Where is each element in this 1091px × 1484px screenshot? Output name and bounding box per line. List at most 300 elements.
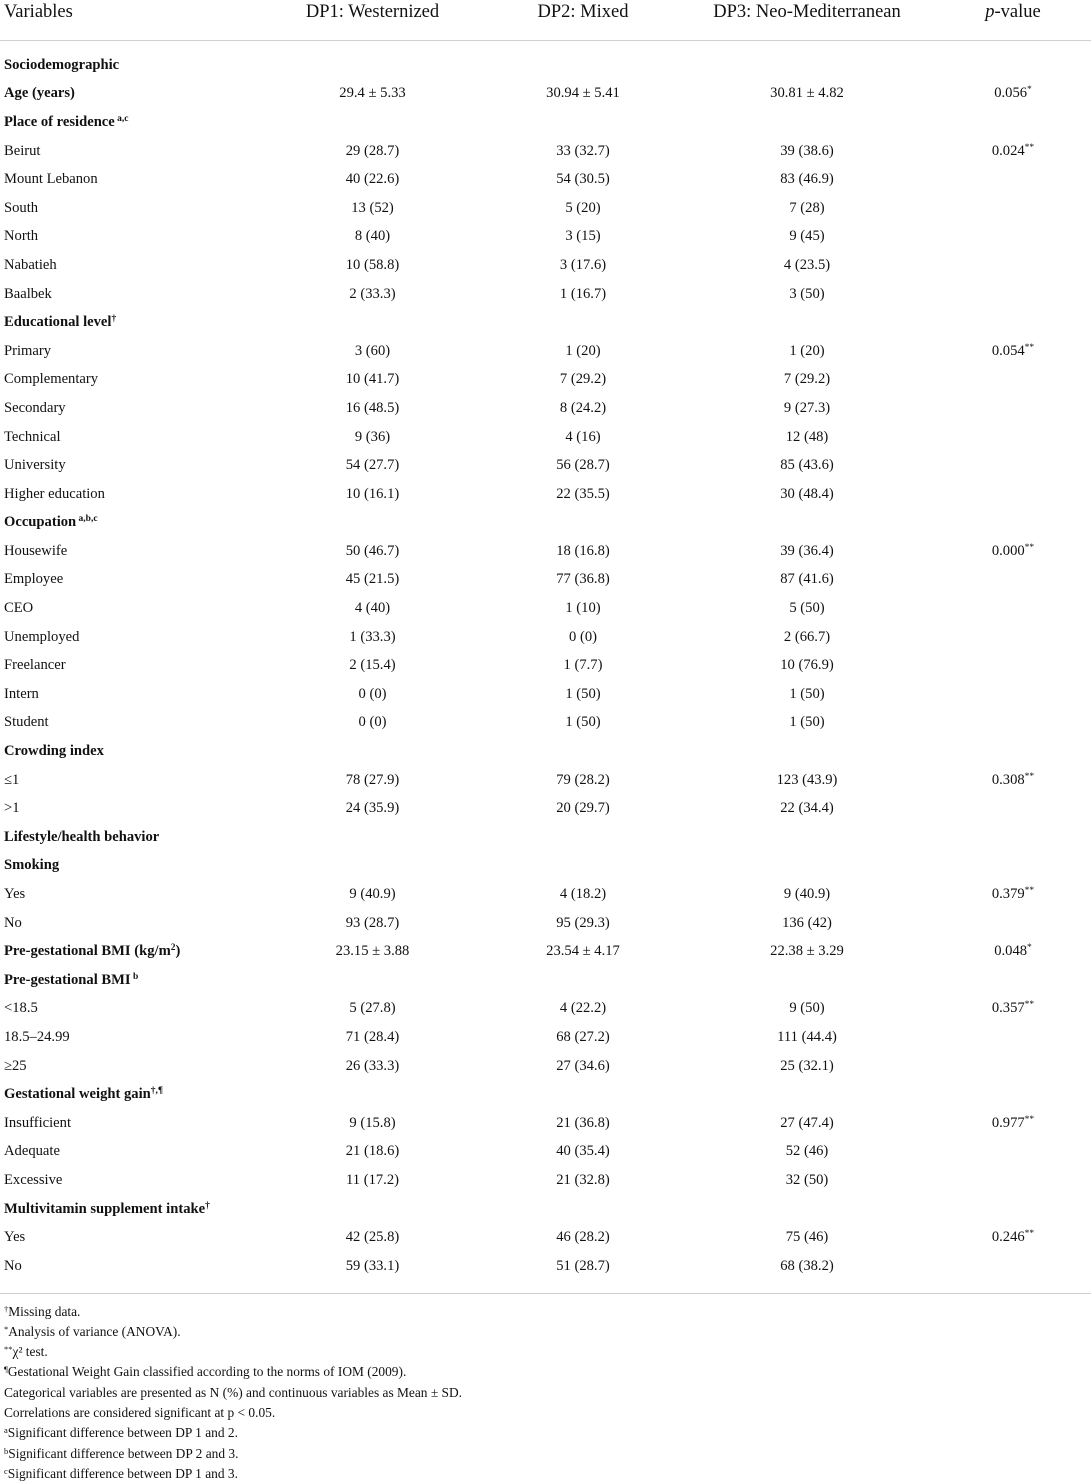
- cell-dp2: [487, 108, 679, 137]
- cell-dp1: [258, 852, 487, 881]
- cell-p-value: [935, 937, 1091, 966]
- table-row: [0, 852, 1091, 881]
- row-label-text: Complementary: [4, 371, 99, 388]
- footnote: [4, 1362, 1091, 1382]
- row-label: [0, 623, 258, 652]
- table-row: [0, 451, 1091, 480]
- cell-dp1: 3 (60): [354, 342, 391, 359]
- cell-dp2: [487, 966, 679, 995]
- cell-p-value: [935, 337, 1091, 366]
- row-label-text: North: [4, 228, 39, 245]
- table-row: [0, 566, 1091, 595]
- cell-p-value: [935, 165, 1091, 194]
- row-label: [0, 108, 258, 137]
- row-label: [0, 251, 258, 280]
- row-label-text: Age (years): [4, 85, 75, 102]
- cell-p-value: [935, 623, 1091, 652]
- cell-dp2: 5 (20): [565, 199, 601, 216]
- cell-dp2: 27 (34.6): [556, 1057, 610, 1074]
- cell-dp3: [679, 509, 935, 538]
- p-value-marker: **: [1024, 142, 1035, 153]
- cell-dp2: 1 (10): [565, 600, 601, 617]
- row-label: [0, 194, 258, 223]
- cell-dp2: [487, 737, 679, 766]
- p-value-marker: **: [1024, 1114, 1035, 1125]
- cell-dp2: [487, 1195, 679, 1224]
- cell-dp3: [679, 1080, 935, 1109]
- cell-dp1: 8 (40): [354, 228, 391, 245]
- cell-dp3: 7 (28): [789, 199, 825, 216]
- cell-dp1: 9 (40.9): [349, 886, 396, 903]
- row-label: [0, 366, 258, 395]
- table-row: [0, 680, 1091, 709]
- cell-p-value: [935, 1223, 1091, 1252]
- table-row: [0, 1109, 1091, 1138]
- cell-p-value: [935, 80, 1091, 109]
- header-p-value: p-value: [985, 2, 1041, 22]
- table-row: [0, 1166, 1091, 1195]
- row-label: [0, 41, 258, 80]
- cell-dp3: 25 (32.1): [780, 1057, 834, 1074]
- row-label: [0, 1223, 258, 1252]
- cell-dp2: 1 (20): [565, 342, 601, 359]
- table-row: [0, 480, 1091, 509]
- cell-dp2: 77 (36.8): [556, 571, 610, 588]
- row-label-text: Secondary: [4, 399, 66, 416]
- row-label: [0, 165, 258, 194]
- table-row: [0, 280, 1091, 309]
- table-row: [0, 737, 1091, 766]
- cell-dp3: 9 (45): [789, 228, 825, 245]
- cell-p-value: [935, 766, 1091, 795]
- cell-p-value: [935, 280, 1091, 309]
- cell-dp3: 87 (41.6): [780, 571, 834, 588]
- cell-p-value: [935, 966, 1091, 995]
- footnote-marker: †: [4, 1303, 9, 1314]
- table-row: [0, 995, 1091, 1024]
- row-label-text: Higher education: [4, 485, 105, 502]
- cell-dp1: [258, 966, 487, 995]
- footnote-marker: a: [4, 1425, 8, 1436]
- cell-dp3: 5 (50): [789, 600, 825, 617]
- table-row: [0, 794, 1091, 823]
- cell-dp2: 3 (17.6): [559, 256, 607, 273]
- row-label-superscript: b: [130, 971, 139, 982]
- p-value-marker: **: [1024, 771, 1035, 782]
- table-row: [0, 394, 1091, 423]
- cell-p-value: [935, 651, 1091, 680]
- footnote: [4, 1302, 1091, 1322]
- footnote-text: Categorical variables are presented as N (%) and continuous variables as Mean ± SD.: [4, 1384, 463, 1400]
- row-label: [0, 1252, 258, 1281]
- row-label-text: Employee: [4, 571, 64, 588]
- cell-dp2: 56 (28.7): [556, 457, 610, 474]
- table-row: [0, 537, 1091, 566]
- cell-dp1: 10 (16.1): [345, 485, 400, 502]
- cell-dp2: 51 (28.7): [556, 1257, 610, 1274]
- row-label-suffix: ): [175, 943, 181, 960]
- cell-dp1: 2 (33.3): [349, 285, 396, 302]
- row-label: [0, 680, 258, 709]
- table-row: [0, 709, 1091, 738]
- row-label: [0, 1166, 258, 1195]
- row-label-text: Educational level: [4, 314, 112, 331]
- row-label: [0, 1138, 258, 1167]
- cell-dp1: 10 (58.8): [345, 256, 400, 273]
- cell-dp3: [679, 737, 935, 766]
- footnote-text: χ² test.: [12, 1344, 48, 1360]
- cell-dp1: [258, 737, 487, 766]
- row-label: [0, 995, 258, 1024]
- p-value-text: 0.246: [991, 1229, 1025, 1246]
- table-row: [0, 1252, 1091, 1281]
- cell-p-value: [935, 794, 1091, 823]
- cell-dp1: 9 (36): [354, 428, 391, 445]
- cell-dp1: 23.15 ± 3.88: [335, 943, 410, 960]
- cell-dp1: 29 (28.7): [345, 142, 400, 159]
- cell-dp1: [258, 509, 487, 538]
- table-row: [0, 1223, 1091, 1252]
- cell-dp1: 16 (48.5): [345, 399, 400, 416]
- cell-dp3: [679, 108, 935, 137]
- cell-dp3: 85 (43.6): [780, 457, 834, 474]
- row-label-text: Pre-gestational BMI (kg/m: [4, 943, 171, 960]
- row-label-text: Student: [4, 714, 49, 731]
- row-label-superscript: †: [205, 1200, 210, 1211]
- cell-dp1: 9 (15.8): [349, 1114, 396, 1131]
- table-row: [0, 594, 1091, 623]
- cell-dp3: 22 (34.4): [780, 800, 834, 817]
- cell-p-value: [935, 194, 1091, 223]
- cell-dp2: [487, 823, 679, 852]
- cell-dp3: 22.38 ± 3.29: [770, 943, 844, 960]
- p-value-text: 0.000: [991, 542, 1025, 559]
- cell-p-value: [935, 108, 1091, 137]
- row-label: [0, 737, 258, 766]
- table-row: [0, 165, 1091, 194]
- cell-p-value: [935, 737, 1091, 766]
- cell-dp1: 2 (15.4): [349, 657, 396, 674]
- row-label: [0, 1023, 258, 1052]
- cell-p-value: [935, 1109, 1091, 1138]
- cell-p-value: [935, 852, 1091, 881]
- cell-dp3: 7 (29.2): [783, 371, 831, 388]
- cell-dp2: [487, 852, 679, 881]
- cell-dp3: 9 (40.9): [783, 886, 831, 903]
- cell-dp3: 68 (38.2): [780, 1257, 834, 1274]
- cell-dp3: 52 (46): [785, 1143, 829, 1160]
- row-label-text: <18.5: [4, 1000, 38, 1017]
- cell-dp1: [258, 308, 487, 337]
- table-row: [0, 423, 1091, 452]
- cell-p-value: [935, 566, 1091, 595]
- table-row: [0, 308, 1091, 337]
- table-row: [0, 1195, 1091, 1224]
- row-label: [0, 280, 258, 309]
- cell-dp3: 111 (44.4): [777, 1028, 837, 1045]
- row-label-text: Nabatieh: [4, 256, 57, 273]
- cell-dp1: [258, 41, 487, 80]
- footnote: [4, 1322, 1091, 1342]
- footnote: [4, 1464, 1091, 1484]
- footnote: [4, 1423, 1091, 1443]
- cell-p-value: [935, 223, 1091, 252]
- cell-dp3: 10 (76.9): [780, 657, 834, 674]
- cell-dp1: 11 (17.2): [346, 1171, 399, 1188]
- row-label: [0, 566, 258, 595]
- header-dp2: DP2: Mixed: [537, 2, 629, 22]
- cell-p-value: [935, 480, 1091, 509]
- p-value-text: 0.056: [994, 85, 1028, 102]
- cell-dp3: 136 (42): [782, 914, 832, 931]
- row-label-text: Sociodemographic: [4, 56, 120, 73]
- cell-dp2: 8 (24.2): [559, 399, 607, 416]
- cell-dp3: 39 (38.6): [780, 142, 834, 159]
- cell-p-value: [935, 680, 1091, 709]
- table-row: [0, 823, 1091, 852]
- row-label-text: Multivitamin supplement intake: [4, 1200, 206, 1217]
- cell-dp2: [487, 509, 679, 538]
- row-label-text: Intern: [4, 685, 39, 702]
- row-label: [0, 1109, 258, 1138]
- row-label-text: Adequate: [4, 1143, 60, 1160]
- cell-dp1: 45 (21.5): [345, 571, 400, 588]
- p-value-text: 0.048: [994, 943, 1028, 960]
- row-label: [0, 451, 258, 480]
- row-label: [0, 937, 258, 966]
- cell-dp3: 75 (46): [785, 1229, 829, 1246]
- row-label: [0, 594, 258, 623]
- table-row: [0, 251, 1091, 280]
- table-body: [0, 41, 1091, 1281]
- cell-dp2: 33 (32.7): [556, 142, 610, 159]
- row-label-text: South: [4, 199, 39, 216]
- p-value-text: 0.054: [991, 342, 1025, 359]
- cell-dp3: 4 (23.5): [783, 256, 831, 273]
- cell-dp3: 1 (50): [789, 685, 825, 702]
- p-value-text: 0.379: [991, 886, 1025, 903]
- table-row: [0, 509, 1091, 538]
- cell-dp2: 23.54 ± 4.17: [546, 943, 620, 960]
- cell-dp2: 1 (7.7): [563, 657, 603, 674]
- cell-dp3: 30 (48.4): [780, 485, 834, 502]
- row-label-text: Beirut: [4, 142, 41, 159]
- cell-dp1: 59 (33.1): [345, 1257, 400, 1274]
- row-label: [0, 394, 258, 423]
- row-label: [0, 537, 258, 566]
- cell-dp2: 22 (35.5): [556, 485, 610, 502]
- cell-dp2: 1 (50): [565, 685, 601, 702]
- cell-p-value: [935, 423, 1091, 452]
- cell-dp2: [487, 1080, 679, 1109]
- row-label: [0, 852, 258, 881]
- row-label-text: ≤1: [4, 771, 20, 788]
- row-label-superscript: †: [111, 314, 117, 325]
- row-label-superscript: 2: [170, 943, 176, 954]
- row-label-text: Housewife: [4, 542, 68, 559]
- p-value-marker: *: [1027, 943, 1032, 954]
- cell-dp2: 30.94 ± 5.41: [546, 85, 620, 102]
- cell-dp2: 7 (29.2): [559, 371, 607, 388]
- p-value-marker: **: [1024, 542, 1035, 553]
- table-row: [0, 651, 1091, 680]
- footnote-text: Gestational Weight Gain classified according to the norms of IOM (2009).: [7, 1364, 407, 1380]
- cell-dp2: 3 (15): [565, 228, 601, 245]
- row-label: [0, 423, 258, 452]
- cell-dp3: [679, 308, 935, 337]
- footnote: [4, 1383, 1091, 1403]
- cell-p-value: [935, 594, 1091, 623]
- p-value-text: 0.977: [991, 1114, 1025, 1131]
- cell-dp2: [487, 41, 679, 80]
- p-value-text: 0.308: [991, 771, 1025, 788]
- row-label: [0, 223, 258, 252]
- cell-dp2: 21 (32.8): [556, 1171, 610, 1188]
- cell-dp1: 13 (52): [351, 199, 394, 216]
- row-label-text: Occupation: [4, 514, 77, 531]
- row-label-text: Gestational weight gain: [4, 1086, 151, 1103]
- row-label: [0, 909, 258, 938]
- cell-p-value: [935, 823, 1091, 852]
- row-label-text: Technical: [4, 428, 61, 445]
- cell-dp2: 21 (36.8): [556, 1114, 610, 1131]
- cell-p-value: [935, 709, 1091, 738]
- row-label-text: No: [4, 914, 22, 931]
- cell-dp3: [679, 41, 935, 80]
- cell-dp1: 0 (0): [358, 685, 387, 702]
- table-row: [0, 909, 1091, 938]
- row-label: [0, 137, 258, 166]
- row-label: [0, 337, 258, 366]
- footnote-text: Significant difference between DP 2 and 3.: [8, 1445, 239, 1461]
- cell-dp2: 20 (29.7): [556, 800, 610, 817]
- cell-dp1: 78 (27.9): [345, 771, 400, 788]
- cell-p-value: [935, 251, 1091, 280]
- cell-dp1: 26 (33.3): [345, 1057, 400, 1074]
- table-row: [0, 966, 1091, 995]
- row-label-text: CEO: [4, 600, 34, 617]
- footnote-text: Significant difference between DP 1 and 3.: [7, 1465, 238, 1481]
- row-label-text: ≥25: [4, 1057, 27, 1074]
- table-row: [0, 937, 1091, 966]
- row-label-text: University: [4, 457, 66, 474]
- cell-dp1: 24 (35.9): [345, 800, 400, 817]
- cell-dp3: 123 (43.9): [776, 771, 838, 788]
- header-dp1: DP1: Westernized: [305, 2, 440, 22]
- cell-dp1: [258, 1080, 487, 1109]
- table-row: [0, 623, 1091, 652]
- cell-dp3: [679, 823, 935, 852]
- table-row: [0, 366, 1091, 395]
- footnote: [4, 1444, 1091, 1464]
- cell-dp1: 54 (27.7): [345, 457, 400, 474]
- cell-p-value: [935, 880, 1091, 909]
- cell-dp3: 83 (46.9): [780, 171, 834, 188]
- cell-dp3: 2 (66.7): [783, 628, 831, 645]
- cell-dp3: 1 (50): [789, 714, 825, 731]
- cell-p-value: [935, 1080, 1091, 1109]
- table-row: [0, 337, 1091, 366]
- row-label-superscript: a,b,c: [76, 514, 98, 525]
- cell-dp1: 42 (25.8): [345, 1229, 400, 1246]
- row-label-text: Yes: [4, 886, 26, 903]
- row-label-text: Mount Lebanon: [4, 171, 98, 188]
- footnote-text: Analysis of variance (ANOVA).: [8, 1323, 181, 1339]
- row-label-text: 18.5–24.99: [4, 1028, 70, 1045]
- cell-p-value: [935, 1166, 1091, 1195]
- cell-dp1: 29.4 ± 5.33: [339, 85, 406, 102]
- cell-p-value: [935, 1138, 1091, 1167]
- row-label: [0, 308, 258, 337]
- cell-dp1: 21 (18.6): [345, 1143, 400, 1160]
- cell-p-value: [935, 41, 1091, 80]
- p-value-marker: **: [1024, 1229, 1035, 1240]
- table-row: [0, 194, 1091, 223]
- footnote-marker: **: [4, 1344, 13, 1355]
- cell-p-value: [935, 366, 1091, 395]
- cell-dp3: 12 (48): [785, 428, 829, 445]
- cell-dp3: [679, 852, 935, 881]
- header-variables: Variables: [4, 2, 73, 22]
- cell-dp2: 79 (28.2): [556, 771, 610, 788]
- p-value-marker: **: [1024, 342, 1035, 353]
- cell-p-value: [935, 308, 1091, 337]
- cell-dp2: 46 (28.2): [556, 1229, 610, 1246]
- cell-dp1: 4 (40): [354, 600, 391, 617]
- footnote-text: Missing data.: [8, 1303, 81, 1319]
- row-label: [0, 509, 258, 538]
- table-row: [0, 1080, 1091, 1109]
- row-label-text: Smoking: [4, 857, 60, 874]
- cell-dp2: 54 (30.5): [556, 171, 610, 188]
- row-label: [0, 480, 258, 509]
- table-row: [0, 1052, 1091, 1081]
- footnote-marker: *: [4, 1323, 9, 1334]
- header-dp3: DP3: Neo-Mediterranean: [713, 2, 901, 22]
- cell-dp1: 50 (46.7): [345, 542, 400, 559]
- row-label: [0, 794, 258, 823]
- cell-dp3: 39 (36.4): [780, 542, 834, 559]
- p-value-marker: *: [1027, 85, 1032, 96]
- cell-dp3: 9 (50): [789, 1000, 825, 1017]
- cell-p-value: [935, 394, 1091, 423]
- table-row: [0, 108, 1091, 137]
- table-header-row: [0, 0, 1091, 41]
- cell-dp1: 93 (28.7): [345, 914, 400, 931]
- cell-dp3: 1 (20): [789, 342, 825, 359]
- table-row: [0, 880, 1091, 909]
- footnote: [4, 1403, 1091, 1423]
- cell-dp3: 30.81 ± 4.82: [770, 85, 844, 102]
- cell-dp1: 1 (33.3): [349, 628, 396, 645]
- cell-dp2: 1 (16.7): [559, 285, 607, 302]
- row-label: [0, 1195, 258, 1224]
- table-row: [0, 80, 1091, 109]
- p-value-text: 0.357: [991, 1000, 1025, 1017]
- cell-dp1: 40 (22.6): [345, 171, 400, 188]
- cell-p-value: [935, 995, 1091, 1024]
- footnote-marker: b: [4, 1445, 9, 1456]
- row-label-superscript: a,c: [114, 113, 129, 124]
- table-row: [0, 766, 1091, 795]
- cell-dp2: 40 (35.4): [556, 1143, 610, 1160]
- cell-p-value: [935, 509, 1091, 538]
- cell-dp2: 18 (16.8): [556, 542, 610, 559]
- row-label-superscript: †,¶: [150, 1086, 164, 1097]
- row-label: [0, 966, 258, 995]
- cell-dp2: 0 (0): [569, 628, 597, 645]
- cell-dp3: [679, 966, 935, 995]
